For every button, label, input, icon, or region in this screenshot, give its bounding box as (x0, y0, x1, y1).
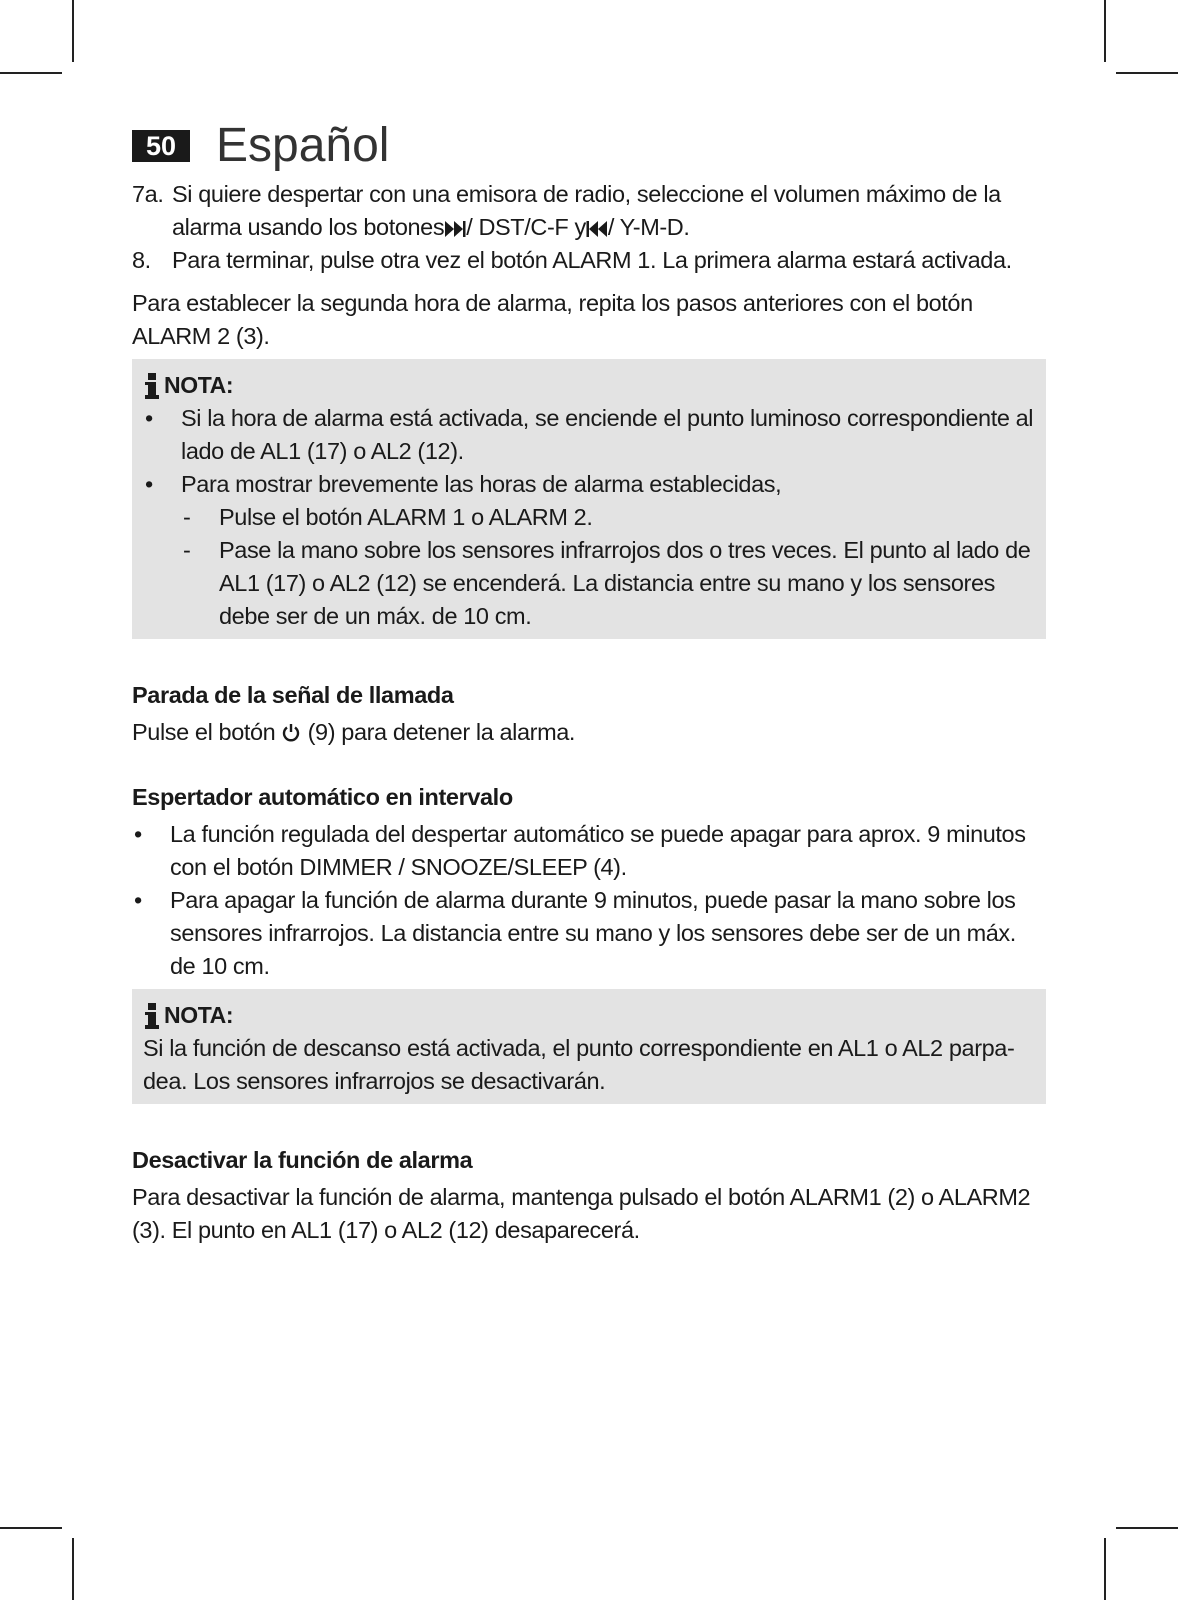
step-8 (132, 244, 1046, 277)
list-item: • Para apagar la función de alarma durante 9 minutos, puede pasar la mano sobre los sensores infrarrojos. La distancia entre su mano y los sensores debe ser de un máx. de 10 cm. (134, 887, 1016, 979)
crop-mark (1104, 1538, 1106, 1600)
crop-mark (72, 1538, 74, 1600)
crop-mark (1104, 0, 1106, 62)
crop-mark (72, 0, 74, 62)
step-7a (132, 178, 1046, 244)
sub-list-item: - Pase la mano sobre los sensores infrarrojos dos o tres veces. El punto al lado de AL1 (17) o AL2 (12) se encenderá. La distancia entre su mano y los sensores debe ser de un máx. de 10 cm. (183, 537, 1031, 629)
language-title: Español (216, 119, 390, 172)
step-text: / Y-M-D. (607, 214, 690, 240)
section-heading: Parada de la señal de llamada (132, 682, 454, 708)
section-text: Pulse el botón (9) para detener la alarma. (132, 719, 576, 745)
step-text: Para terminar, pulse otra vez el botón ALARM 1. La primera alarma estará activada. (172, 247, 1012, 273)
step-number: 8. (132, 247, 151, 273)
paragraph: Para establecer la segunda hora de alarma, repita los pasos anteriores con el botón ALARM 2 (3). (132, 290, 973, 349)
crop-mark (0, 1527, 62, 1529)
list-item: • Para mostrar brevemente las horas de alarma establecidas, (145, 471, 782, 497)
note-box (132, 989, 1046, 1104)
list-item: • La función regulada del despertar automático se puede apagar para aprox. 9 minutos con el botón DIMMER / SNOOZE/SLEEP (4). (134, 821, 1026, 880)
note-title: NOTA: (143, 369, 1036, 402)
step-text: Si quiere despertar con una emisora de radio, seleccione el volumen máximo de la alarma usando los botones (172, 181, 1001, 240)
fast-forward-icon (444, 220, 466, 238)
crop-mark (1116, 72, 1178, 74)
note-text: Si la función de descanso está activada, el punto correspondiente en AL1 o AL2 parpa-dea. Los sensores infrarrojos se desactivarán. (143, 1035, 1015, 1094)
page-number: 50 (132, 130, 190, 162)
section-text: Para desactivar la función de alarma, mantenga pulsado el botón ALARM1 (2) o ALARM2 (3). El punto en AL1 (17) o AL2 (12) desaparecerá. (132, 1184, 1031, 1243)
section-heading: Espertador automático en intervalo (132, 784, 513, 810)
section-heading: Desactivar la función de alarma (132, 1147, 473, 1173)
note-box (132, 359, 1046, 639)
list-item: • Si la hora de alarma está activada, se enciende el punto luminoso correspondiente al lado de AL1 (17) o AL2 (12). (145, 405, 1034, 464)
step-number: 7a. (132, 181, 164, 207)
power-icon (281, 723, 301, 743)
crop-mark (0, 72, 62, 74)
info-icon (143, 373, 161, 399)
info-icon (143, 1003, 161, 1029)
rewind-icon (586, 220, 608, 238)
sub-list-item: - Pulse el botón ALARM 1 o ALARM 2. (183, 504, 593, 530)
note-title: NOTA: (143, 999, 1036, 1032)
crop-mark (1116, 1527, 1178, 1529)
step-text: / DST/C-F y (466, 214, 586, 240)
page-content (132, 178, 1046, 1247)
